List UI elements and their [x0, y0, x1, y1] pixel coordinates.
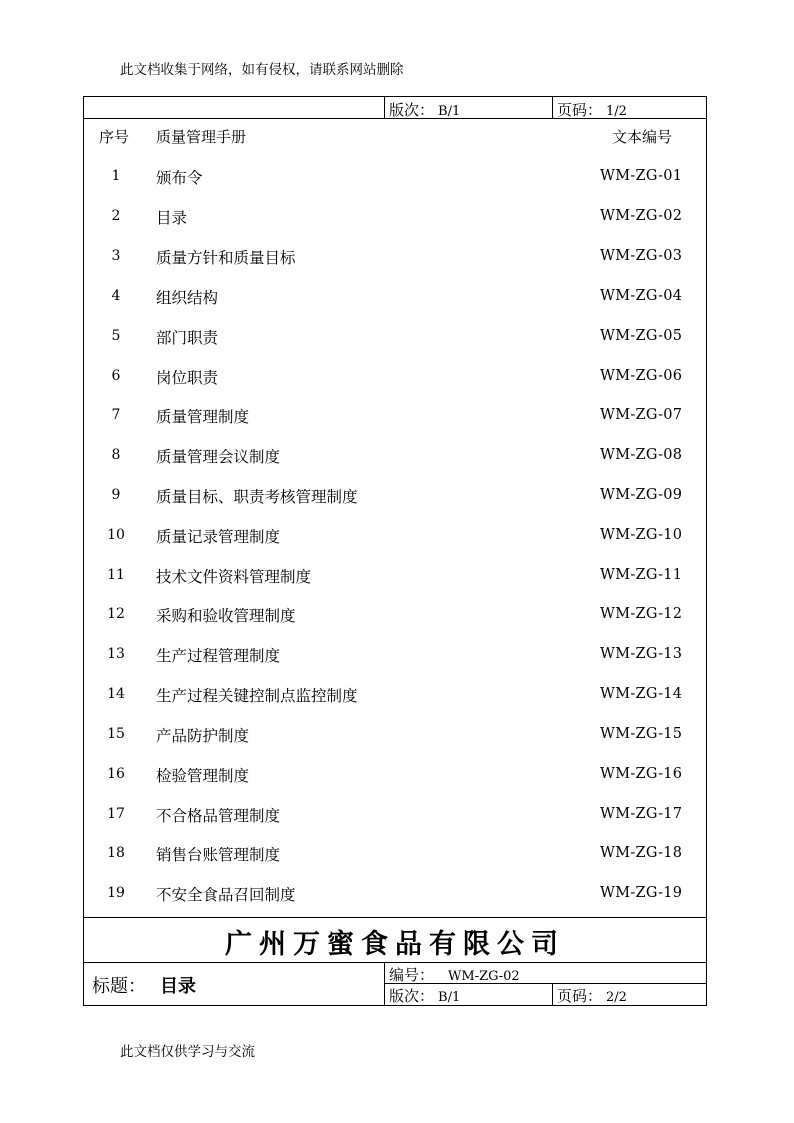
footer-title-label: 标题：: [92, 976, 146, 997]
row-index: 3: [111, 248, 121, 264]
row-index: 11: [107, 567, 125, 583]
row-title: 目录: [156, 209, 188, 227]
list-item: [0, 604, 794, 624]
header-page-value: 1/2: [606, 104, 627, 119]
row-code: WM-ZG-06: [600, 368, 683, 384]
row-title: 不安全食品召回制度: [156, 886, 296, 904]
row-index: 13: [107, 646, 125, 662]
row-code: WM-ZG-18: [600, 845, 683, 861]
row-index: 19: [107, 885, 125, 901]
row-code: WM-ZG-08: [600, 447, 683, 463]
row-title: 检验管理制度: [156, 767, 250, 785]
row-title: 不合格品管理制度: [156, 807, 281, 825]
row-index: 8: [111, 447, 121, 463]
list-item: [0, 286, 794, 306]
row-code: WM-ZG-19: [600, 885, 683, 901]
row-code: WM-ZG-02: [600, 208, 683, 224]
list-item: [0, 525, 794, 545]
footer-page-value: 2/2: [606, 990, 627, 1005]
list-item: [0, 206, 794, 226]
list-item: [0, 565, 794, 585]
row-index: 15: [107, 726, 125, 742]
list-item: [0, 445, 794, 465]
list-item: [0, 485, 794, 505]
document-frame: [83, 96, 707, 1006]
column-heading-index: 序号: [99, 128, 130, 146]
row-code: WM-ZG-13: [600, 646, 683, 662]
footer-version-label: 版次：: [389, 987, 435, 1005]
footer-number-label: 编号：: [389, 966, 435, 984]
row-code: WM-ZG-16: [600, 766, 683, 782]
row-code: WM-ZG-03: [600, 248, 683, 264]
header-version: [389, 99, 460, 120]
row-code: WM-ZG-05: [600, 328, 683, 344]
list-item: [0, 246, 794, 266]
header-page-label: 页码：: [557, 101, 603, 119]
row-code: WM-ZG-10: [600, 527, 683, 543]
list-item: [0, 405, 794, 425]
row-code: WM-ZG-04: [600, 288, 683, 304]
row-code: WM-ZG-14: [600, 686, 683, 702]
row-code: WM-ZG-01: [600, 168, 683, 184]
row-title: 部门职责: [156, 329, 219, 347]
footer-page-label: 页码：: [557, 987, 603, 1005]
row-index: 17: [107, 806, 125, 822]
row-index: 1: [111, 168, 121, 184]
watermark-note-bottom: 此文档仅供学习与交流: [120, 1044, 255, 1060]
watermark-note-top: 此文档收集于网络，如有侵权，请联系网站删除: [120, 62, 404, 78]
row-index: 16: [107, 766, 125, 782]
footer-title-value: 目录: [160, 976, 196, 997]
row-title: 销售台账管理制度: [156, 846, 281, 864]
list-item: [0, 684, 794, 704]
list-item: [0, 644, 794, 664]
row-title: 技术文件资料管理制度: [156, 568, 312, 586]
row-index: 9: [111, 487, 121, 503]
row-title: 采购和验收管理制度: [156, 607, 296, 625]
row-title: 颁布令: [156, 169, 203, 187]
company-divider: [83, 962, 707, 963]
header-version-value: B/1: [438, 104, 461, 119]
footer-col-divider-2: [552, 983, 553, 1006]
header-col-divider-1: [384, 96, 385, 118]
header-page: [557, 99, 627, 120]
list-item: [0, 843, 794, 863]
row-code: WM-ZG-15: [600, 726, 683, 742]
footer-number: [389, 964, 520, 985]
row-title: 岗位职责: [156, 369, 219, 387]
header-version-label: 版次：: [389, 101, 435, 119]
list-item: [0, 764, 794, 784]
footer-top-divider: [83, 917, 707, 918]
row-code: WM-ZG-11: [600, 567, 683, 583]
company-name: 广州万蜜食品有限公司: [225, 929, 565, 960]
footer-version-value: B/1: [438, 990, 461, 1005]
row-index: 5: [111, 328, 121, 344]
list-item: [0, 366, 794, 386]
column-heading-code: 文本编号: [612, 128, 673, 146]
list-item: [0, 883, 794, 903]
row-index: 12: [107, 606, 125, 622]
row-index: 2: [111, 208, 121, 224]
column-heading-title: 质量管理手册: [156, 128, 247, 146]
row-title: 质量目标、职责考核管理制度: [156, 488, 358, 506]
row-title: 质量管理会议制度: [156, 448, 281, 466]
header-col-divider-2: [552, 96, 553, 118]
list-item: [0, 326, 794, 346]
list-item: [0, 166, 794, 186]
row-title: 组织结构: [156, 289, 219, 307]
footer-col-divider-1: [384, 962, 385, 1006]
row-title: 产品防护制度: [156, 727, 250, 745]
footer-number-value: WM-ZG-02: [448, 969, 520, 984]
row-code: WM-ZG-17: [600, 806, 683, 822]
row-index: 6: [111, 368, 121, 384]
row-index: 7: [111, 407, 121, 423]
row-index: 10: [107, 527, 125, 543]
row-title: 质量方针和质量目标: [156, 249, 296, 267]
footer-page: [557, 985, 627, 1006]
row-title: 质量管理制度: [156, 408, 250, 426]
row-index: 14: [107, 686, 125, 702]
row-code: WM-ZG-12: [600, 606, 683, 622]
list-item: [0, 724, 794, 744]
row-index: 18: [107, 845, 125, 861]
footer-version: [389, 985, 460, 1006]
list-item: [0, 804, 794, 824]
row-title: 生产过程关键控制点监控制度: [156, 687, 358, 705]
row-title: 生产过程管理制度: [156, 647, 281, 665]
row-title: 质量记录管理制度: [156, 528, 281, 546]
row-code: WM-ZG-07: [600, 407, 683, 423]
row-code: WM-ZG-09: [600, 487, 683, 503]
row-index: 4: [111, 288, 121, 304]
